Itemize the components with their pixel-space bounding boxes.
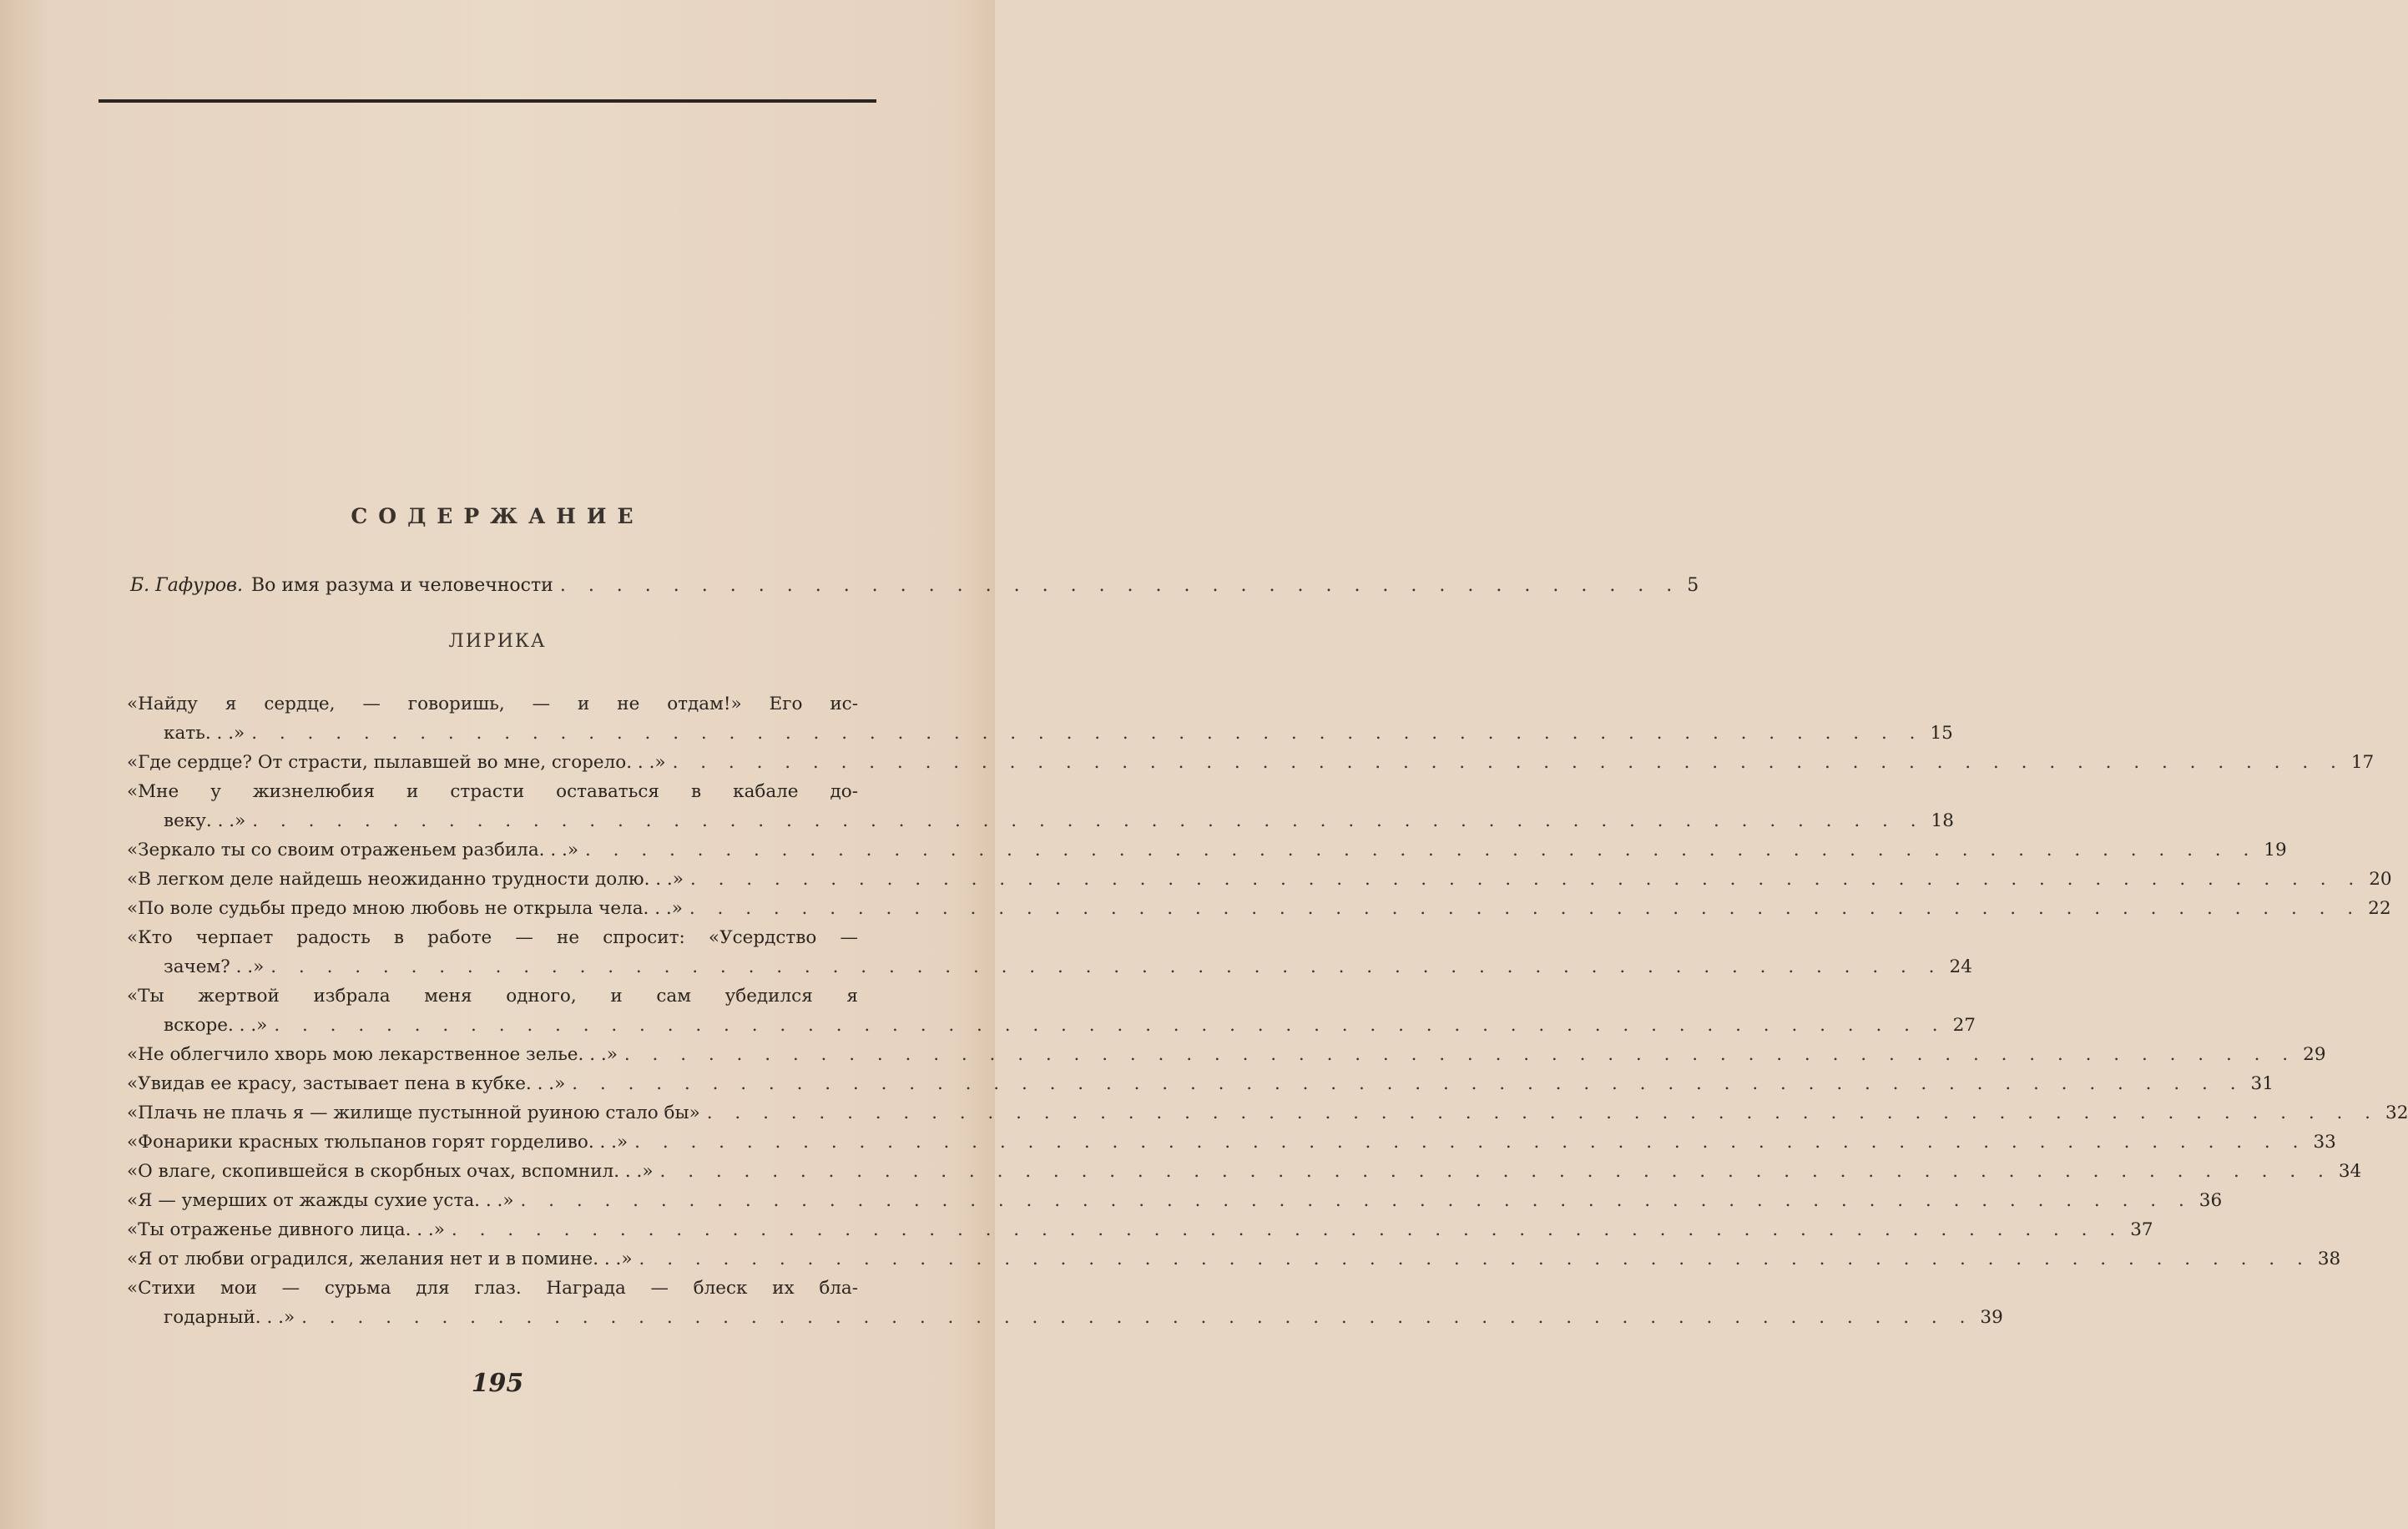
- dot-leader: . . . . . . . . . . . . . . . . . . . . . . . . . . . . . . . . . . . . . . . . . . . . . . . . . . . . . . . . . . . .: [274, 1015, 1946, 1036]
- toc-entry-line: [127, 1098, 2408, 1128]
- toc-entry-line: [127, 1128, 2336, 1157]
- toc-entry-line: [127, 952, 1972, 981]
- toc-entry-title: «Зеркало ты со своим отраженьем разбила. . .»: [127, 840, 578, 860]
- toc-entry: [127, 777, 1954, 835]
- dot-leader: . . . . . . . . . . . . . . . . . . . . . . . . . . . . . . . . . . . . . . . . . . . . . . . . . . . . . . . . . . . .: [270, 956, 1943, 977]
- toc-entry-title: «Не облегчило хворь мою лекарственное зелье. . .»: [127, 1044, 618, 1065]
- toc-entry: [127, 1128, 2336, 1157]
- dot-leader: . . . . . . . . . . . . . . . . . . . . . . . . . . . . . . . . . . . . . . . .: [559, 575, 1681, 596]
- toc-entry-line: [127, 981, 895, 1011]
- toc-entry-title: кать. . .»: [164, 723, 245, 744]
- toc-entry-line: [127, 1274, 895, 1303]
- toc-entry: [127, 835, 2287, 865]
- toc-entry: [127, 1040, 2326, 1069]
- toc-entry-title: годарный. . .»: [164, 1307, 295, 1328]
- dot-leader: . . . . . . . . . . . . . . . . . . . . . . . . . . . . . . . . . . . . . . . . . . . . . . . . . . . . . . . . . . . .: [706, 1103, 2380, 1123]
- toc-entry-line: [127, 777, 895, 806]
- toc-entry: [127, 865, 2392, 894]
- toc-entry: [127, 894, 2391, 923]
- toc-entry-line: [127, 1186, 2223, 1215]
- toc-entry-line: [127, 1303, 2003, 1332]
- toc-entry: [127, 1069, 2274, 1098]
- toc-entry-title: «По воле судьбы предо мною любовь не открыла чела. . .»: [127, 898, 683, 919]
- toc-entry: [127, 689, 1953, 748]
- dot-leader: . . . . . . . . . . . . . . . . . . . . . . . . . . . . . . . . . . . . . . . . . . . . . . . . . . . . . . . . . . . .: [585, 840, 2258, 860]
- toc-page-number: 33: [2313, 1132, 2336, 1153]
- toc-page-number: 22: [2368, 898, 2391, 919]
- toc-page-number: 17: [2350, 752, 2375, 773]
- toc-entry-title: «Увидав ее красу, застывает пена в кубке. . .»: [127, 1073, 566, 1094]
- toc-intro-entry: [130, 571, 1699, 601]
- dot-leader: . . . . . . . . . . . . . . . . . . . . . . . . . . . . . . . . . . . . . . . . . . . . . . . . . . . . . . . . . . . .: [639, 1249, 2311, 1269]
- toc-entry: [127, 748, 2375, 777]
- toc-page-number: 29: [2303, 1044, 2326, 1065]
- toc-entry-line: [127, 719, 1953, 748]
- toc-entry-title: «Кто черпает радость в работе — не спросит: «Усердство —: [127, 927, 858, 948]
- toc-entry: [127, 1215, 2153, 1244]
- dot-leader: . . . . . . . . . . . . . . . . . . . . . . . . . . . . . . . . . . . . . . . . . . . . . . . . . . . . . . . . . . . .: [572, 1073, 2244, 1094]
- toc-page-number: 36: [2198, 1190, 2223, 1211]
- toc-entry-line: [127, 1215, 2153, 1244]
- dot-leader: . . . . . . . . . . . . . . . . . . . . . . . . . . . . . . . . . . . . . . . . . . . . . . . . . . . . . . . . . . . .: [623, 1044, 2297, 1065]
- toc-entry-title: «Ты отраженье дивного лица. . .»: [127, 1219, 445, 1240]
- toc-entry: [127, 1157, 2362, 1186]
- toc-entry-line: [127, 1157, 2362, 1186]
- contents-heading: СОДЕРЖАНИЕ: [351, 504, 644, 528]
- toc-entry-line: [127, 748, 2375, 777]
- toc-list: [127, 689, 2408, 1332]
- intro-page-number: 5: [1687, 575, 1699, 596]
- toc-entry: [127, 923, 1972, 981]
- toc-entry-line: [127, 1244, 2341, 1274]
- toc-entry-title: «Где сердце? От страсти, пылавшей во мне, сгорело. . .»: [127, 752, 666, 773]
- toc-entry-title: «Я от любви оградился, желания нет и в помине. . .»: [127, 1249, 633, 1269]
- toc-entry-title: «Плачь не плачь я — жилище пустынной руиною стало бы»: [127, 1103, 700, 1123]
- toc-entry-title: вскоре. . .»: [164, 1015, 268, 1036]
- dot-leader: . . . . . . . . . . . . . . . . . . . . . . . . . . . . . . . . . . . . . . . . . . . . . . . . . . . . . . . . . . . .: [520, 1190, 2193, 1211]
- dot-leader: . . . . . . . . . . . . . . . . . . . . . . . . . . . . . . . . . . . . . . . . . . . . . . . . . . . . . . . . . . . .: [301, 1307, 1974, 1328]
- toc-entry-line: [127, 1069, 2274, 1098]
- toc-entry-title: «Мне у жизнелюбия и страсти оставаться в кабале до-: [127, 781, 858, 802]
- toc-entry-line: [127, 865, 2392, 894]
- toc-page-number: 20: [2369, 869, 2392, 890]
- toc-page-number: 18: [1931, 810, 1954, 831]
- toc-entry-line: [127, 835, 2287, 865]
- dot-leader: . . . . . . . . . . . . . . . . . . . . . . . . . . . . . . . . . . . . . . . . . . . . . . . . . . . . . . . . . . . .: [659, 1161, 2332, 1182]
- toc-entry-line: [127, 894, 2391, 923]
- toc-entry: [127, 1186, 2223, 1215]
- toc-entry-line: [127, 1011, 1976, 1040]
- toc-entry-title: «В легком деле найдешь неожиданно трудности долю. . .»: [127, 869, 684, 890]
- toc-page-number: 38: [2317, 1249, 2341, 1269]
- toc-entry: [127, 1098, 2408, 1128]
- dot-leader: . . . . . . . . . . . . . . . . . . . . . . . . . . . . . . . . . . . . . . . . . . . . . . . . . . . . . . . . . . . .: [689, 869, 2363, 890]
- dot-leader: . . . . . . . . . . . . . . . . . . . . . . . . . . . . . . . . . . . . . . . . . . . . . . . . . . . . . . . . . . . .: [252, 810, 1925, 831]
- toc-entry-title: «О влаге, скопившейся в скорбных очах, вспомнил. . .»: [127, 1161, 654, 1182]
- section-heading: ЛИРИКА: [448, 631, 547, 652]
- toc-entry-line: [127, 1040, 2326, 1069]
- dot-leader: . . . . . . . . . . . . . . . . . . . . . . . . . . . . . . . . . . . . . . . . . . . . . . . . . . . . . . . . . . . .: [451, 1219, 2124, 1240]
- toc-entry: [127, 981, 1976, 1040]
- toc-page-number: 27: [1952, 1015, 1976, 1036]
- page-folio: 195: [471, 1369, 524, 1398]
- toc-entry-title: «Ты жертвой избрала меня одного, и сам убедился я: [127, 986, 858, 1007]
- toc-entry-line: [127, 806, 1954, 835]
- dot-leader: . . . . . . . . . . . . . . . . . . . . . . . . . . . . . . . . . . . . . . . . . . . . . . . . . . . . . . . . . . . .: [672, 752, 2345, 773]
- dot-leader: . . . . . . . . . . . . . . . . . . . . . . . . . . . . . . . . . . . . . . . . . . . . . . . . . . . . . . . . . . . .: [251, 723, 1924, 744]
- top-rule: [98, 99, 876, 103]
- toc-page-number: 24: [1949, 956, 1972, 977]
- dot-leader: . . . . . . . . . . . . . . . . . . . . . . . . . . . . . . . . . . . . . . . . . . . . . . . . . . . . . . . . . . . .: [634, 1132, 2307, 1153]
- toc-page-number: 34: [2338, 1161, 2362, 1182]
- toc-page-number: 19: [2264, 840, 2287, 860]
- toc-page-number: 37: [2130, 1219, 2153, 1240]
- toc-entry: [127, 1244, 2341, 1274]
- toc-entry: [127, 1274, 2003, 1332]
- intro-author: Б. Гафуров.: [130, 575, 243, 596]
- toc-page-number: 39: [1980, 1307, 2003, 1328]
- intro-title: Во имя разума и человечности: [250, 575, 553, 596]
- toc-entry-line: [127, 689, 895, 719]
- toc-entry-line: [127, 923, 895, 952]
- toc-entry-title: зачем? . .»: [164, 956, 265, 977]
- toc-entry-title: «Найду я сердце, — говоришь, — и не отдам!» Его ис-: [127, 694, 858, 714]
- toc-entry-title: «Стихи мои — сурьма для глаз. Награда — блеск их бла-: [127, 1278, 858, 1299]
- dot-leader: . . . . . . . . . . . . . . . . . . . . . . . . . . . . . . . . . . . . . . . . . . . . . . . . . . . . . . . . . . . .: [689, 898, 2362, 919]
- toc-entry-title: «Фонарики красных тюльпанов горят горделиво. . .»: [127, 1132, 629, 1153]
- toc-entry-title: веку. . .»: [164, 810, 246, 831]
- toc-page-number: 15: [1930, 723, 1953, 744]
- toc-page-number: 32: [2385, 1103, 2408, 1123]
- toc-page-number: 31: [2250, 1073, 2274, 1094]
- toc-entry-title: «Я — умерших от жажды сухие уста. . .»: [127, 1190, 514, 1211]
